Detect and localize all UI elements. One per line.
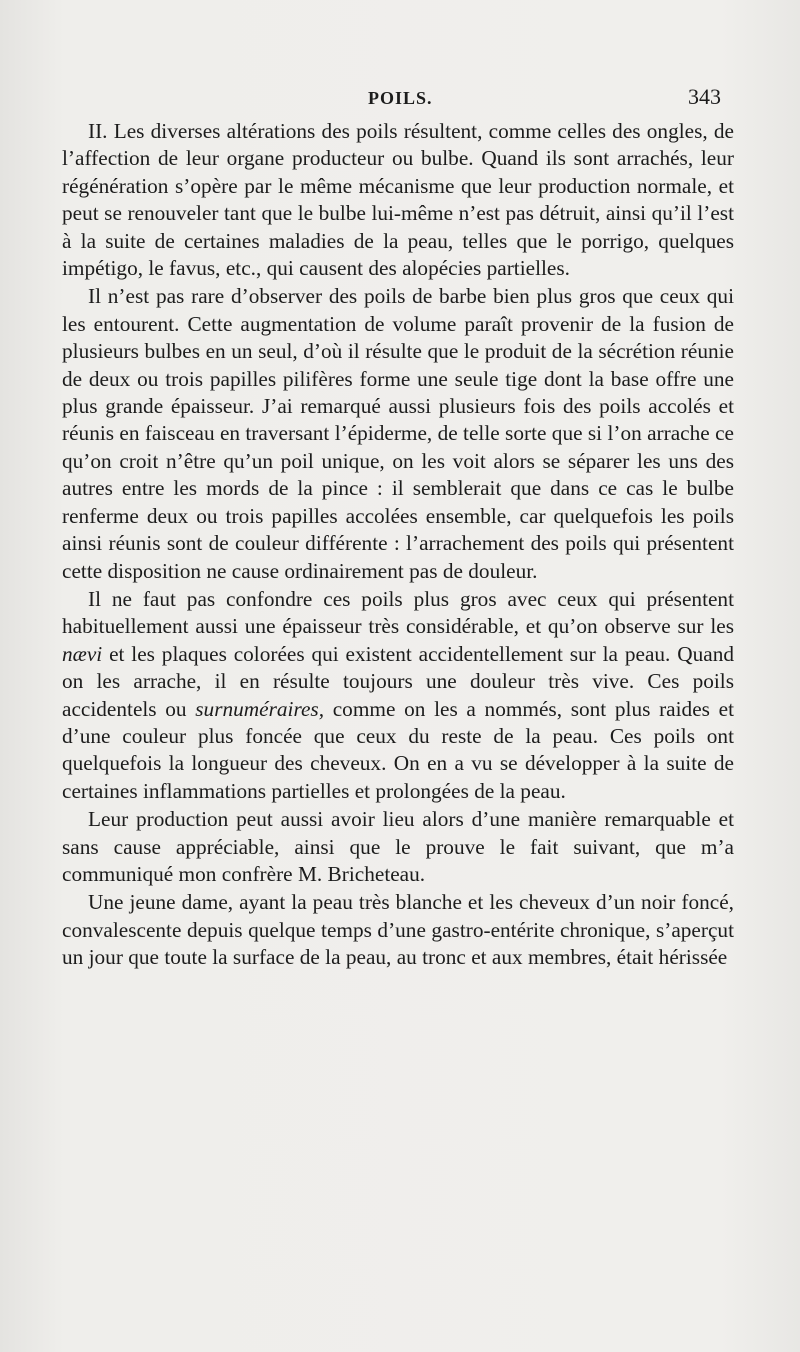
- paragraph: [62, 586, 734, 805]
- page-number: 343: [688, 84, 721, 109]
- paragraph: Il n’est pas rare d’observer des poils de barbe bien plus gros que ceux qui les entourent. Cette augmentation de volume paraît provenir de la fusion de plusieurs bulbes en un seul, d’où il résulte que le produit de la sécrétion réunie de deux ou trois papilles pilifères forme une seule tige dont la base offre une plus grande épaisseur. J’ai remarqué aussi plusieurs fois des poils accolés et réunis en faisceau en traversant l’épiderme, de telle sorte que si l’on arrache ce qu’on croit n’être qu’un poil unique, on les voit alors se séparer les uns des autres entre les mords de la pince : il semblerait que dans ce cas le bulbe renferme deux ou trois papilles accolées ensemble, car quelquefois les poils ainsi réunis sont de couleur différente : l’arrachement des poils qui présentent cette disposition ne cause ordinairement pas de douleur.: [62, 284, 734, 583]
- paragraph: II. Les diverses altérations des poils résultent, comme celles des ongles, de l’affection de leur organe producteur ou bulbe. Quand ils sont arrachés, leur régénération s’opère par le même mécanisme que leur production normale, et peut se renouveler tant que le bulbe lui-même n’est pas détruit, ainsi qu’il l’est à la suite de certaines maladies de la peau, telles que le porrigo, quelques impétigo, le favus, etc., qui causent des alopécies partielles.: [62, 119, 734, 281]
- italic-term: nævi: [62, 641, 103, 666]
- text-run: Il ne faut pas confondre ces poils plus gros avec ceux qui présentent habituellement aussi une épaisseur très considérable, et qu’on observe sur les: [62, 586, 734, 639]
- text-run: et les plaques colorées qui existent accidentellement sur la peau. Quand on les arrache, il en résulte toujours une douleur très vive. Ces poils accidentels ou: [62, 641, 734, 721]
- italic-term: surnuméraires,: [195, 696, 325, 721]
- paragraph: Leur production peut aussi avoir lieu alors d’une manière remarquable et sans cause appréciable, ainsi que le prouve le fait suivant, que m’a communiqué mon confrère M. Bricheteau.: [62, 807, 734, 886]
- running-head: POILS.: [368, 88, 433, 108]
- page-body: [62, 118, 734, 972]
- page-header: [0, 84, 800, 114]
- text-run: comme on les a nommés, sont plus raides et d’une couleur plus foncée que ceux du reste de la peau. Ces poils ont quelquefois la longueur des cheveux. On en a vu se développer à la suite de certaines inflammations partielles et prolongées de la peau.: [62, 696, 734, 803]
- paragraph: Une jeune dame, ayant la peau très blanche et les cheveux d’un noir foncé, convalescente depuis quelque temps d’une gastro-entérite chronique, s’aperçut un jour que toute la surface de la peau, au tronc et aux membres, était hérissée: [62, 890, 734, 970]
